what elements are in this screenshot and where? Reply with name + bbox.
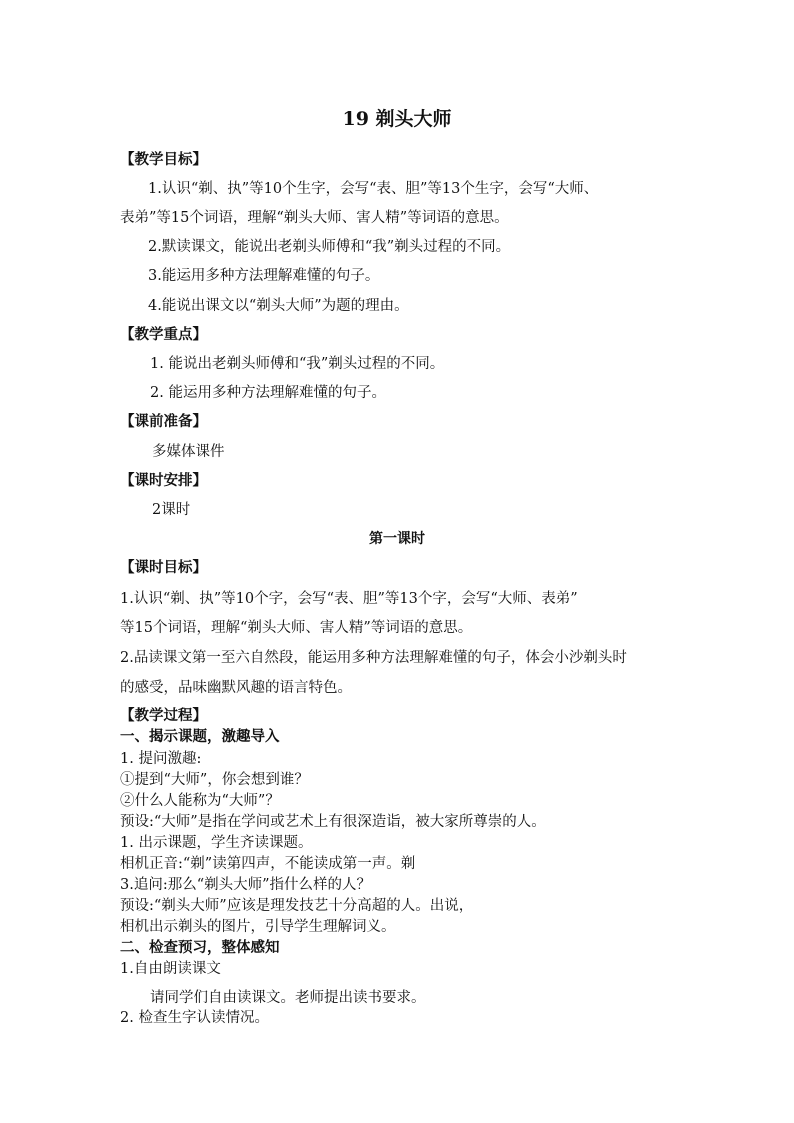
process-line: 1. 出示课题，学生齐读课题。: [120, 835, 313, 851]
prep-text: 多媒体课件: [152, 444, 225, 460]
process-line: ①提到“大师”，你会想到谁？: [120, 772, 309, 788]
hours-text: 2课时: [152, 502, 191, 518]
hours-heading: 【课时安排】: [120, 473, 207, 489]
goal-line: 1.认识“剃、执”等10个生字，会写“表、胆”等13个生字，会写“大师、: [148, 181, 599, 197]
process-line: 相机出示剃头的图片，引导学生理解词义。: [120, 919, 396, 935]
process-line: 1.自由朗读课文: [120, 961, 221, 977]
goals-heading: 【教学目标】: [120, 152, 207, 168]
goal-line: 3.能运用多种方法理解难懂的句子。: [148, 268, 380, 284]
key-point: 2. 能运用多种方法理解难懂的句子。: [150, 385, 386, 401]
goal-line: 表弟”等15个词语，理解“剃头大师、害人精”等词语的意思。: [120, 210, 509, 226]
lesson-goal-line: 等15个词语，理解“剃头大师、害人精”等词语的意思。: [120, 620, 473, 636]
lesson-goal-line: 2.品读课文第一至六自然段，能运用多种方法理解难懂的句子，体会小沙剃头时: [120, 650, 627, 666]
section-heading: 一、揭示课题，激趣导入: [120, 729, 280, 745]
lesson-title: 第一课时: [369, 531, 425, 547]
process-line: 2. 检查生字认读情况。: [120, 1010, 269, 1026]
lesson-goals-heading: 【课时目标】: [120, 560, 207, 576]
process-line: 预设:“剃头大师”应该是理发技艺十分高超的人。出说，: [120, 898, 474, 914]
process-line: 3.追问:那么“剃头大师”指什么样的人？: [120, 877, 372, 893]
section-heading: 二、检查预习，整体感知: [120, 940, 280, 956]
prep-heading: 【课前准备】: [120, 414, 207, 430]
lesson-goal-line: 1.认识“剃、执”等10个字，会写“表、胆”等13个字，会写“大师、表弟”: [120, 591, 578, 607]
goal-line: 2.默读课文，能说出老剃头师傅和“我”剃头过程的不同。: [148, 239, 511, 255]
key-heading: 【教学重点】: [120, 327, 207, 343]
process-line: 1. 提问激趣:: [120, 751, 202, 767]
process-heading: 【教学过程】: [120, 708, 207, 724]
process-line: ②什么人能称为“大师”？: [120, 793, 280, 809]
lesson-goal-line: 的感受，品味幽默风趣的语言特色。: [120, 680, 352, 696]
page-title: 19 剃头大师: [342, 108, 452, 130]
goal-line: 4.能说出课文以“剃头大师”为题的理由。: [148, 298, 409, 314]
key-point: 1. 能说出老剃头师傅和“我”剃头过程的不同。: [150, 356, 445, 372]
process-line: 请同学们自由读课文。老师提出读书要求。: [150, 990, 426, 1006]
process-line: 相机正音:“剃”读第四声，不能读成第一声。剃: [120, 856, 416, 872]
process-line: 预设:“大师”是指在学问或艺术上有很深造诣，被大家所尊崇的人。: [120, 814, 546, 830]
